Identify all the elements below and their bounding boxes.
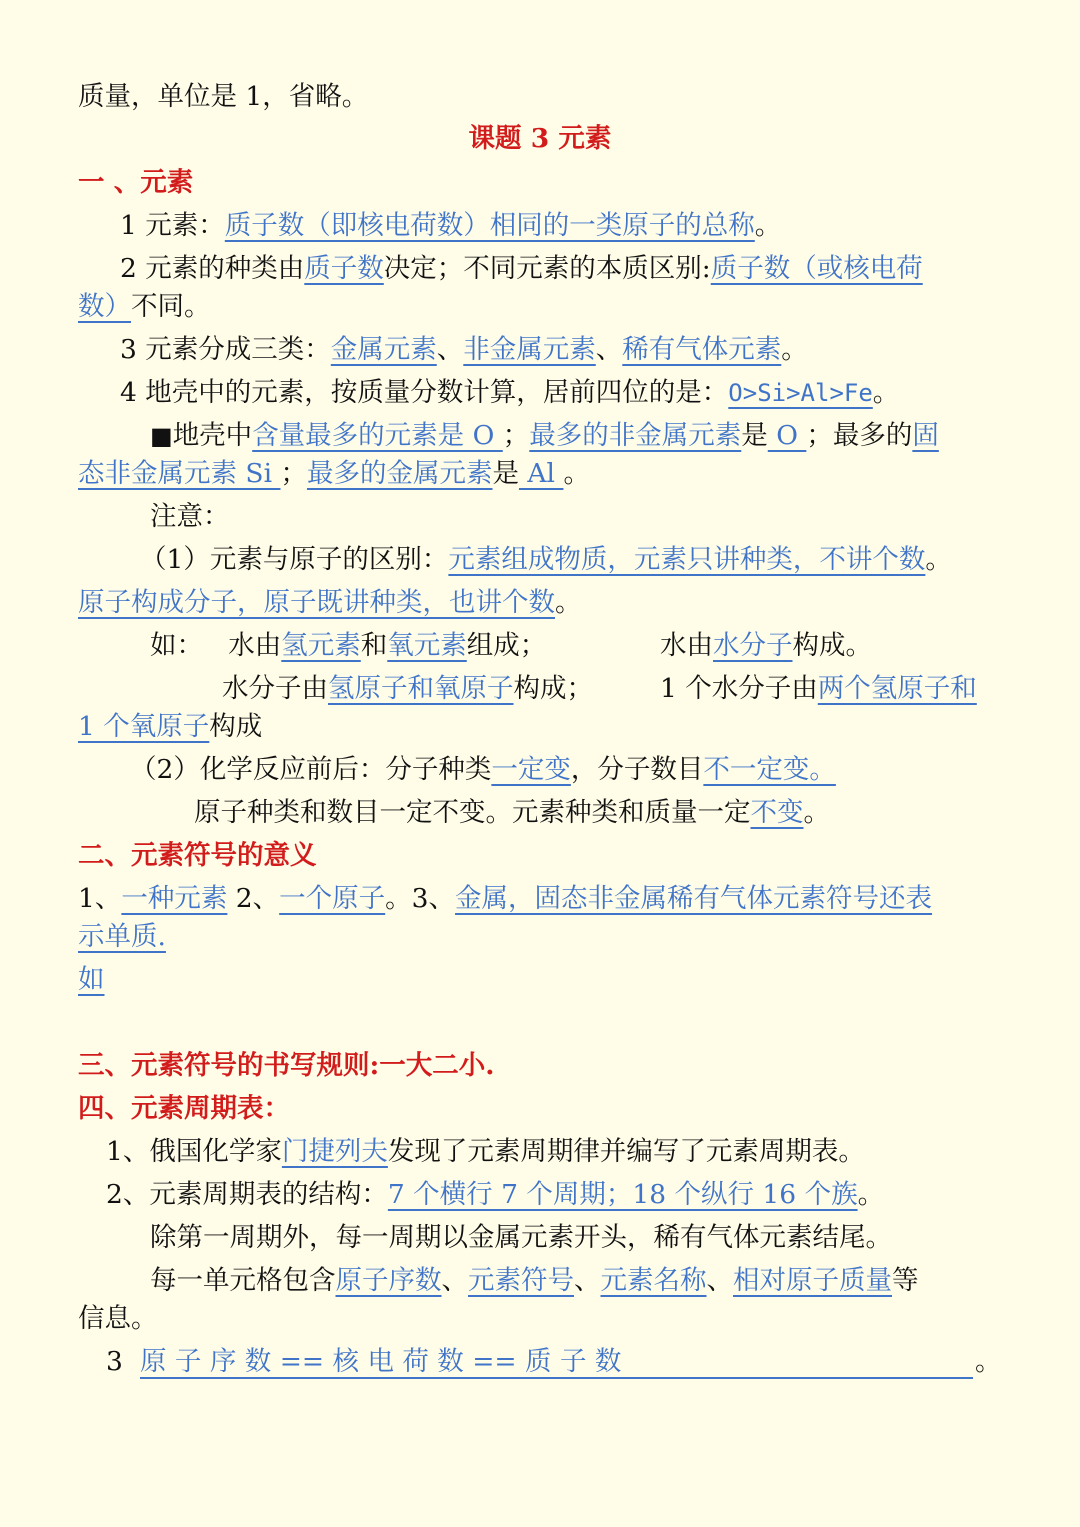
answer: 原子序数	[335, 1265, 442, 1296]
text: 质量，单位是 1，省略。	[78, 81, 369, 112]
example-2b: 1 个水分子由两个氢原子和	[660, 673, 977, 704]
table-point-2-cell: 每一单元格包含原子序数、元素符号、元素名称、相对原子质量等	[150, 1265, 919, 1296]
answer: 不一定变。	[703, 754, 836, 785]
table-point-1: 1、俄国化学家门捷列夫发现了元素周期律并编写了元素周期表。	[106, 1136, 865, 1167]
answer: 原 子 序 数 == 核 电 荷 数 == 质 子 数	[140, 1346, 622, 1377]
answer: 1 个氧原子	[78, 711, 210, 742]
table-point-2-detail: 除第一周期外，每一周期以金属元素开头，稀有气体元素结尾。	[150, 1222, 892, 1253]
point-5-cont: 态非金属元素 Si ；最多的金属元素是 Al 。	[78, 458, 590, 489]
answer: 金属，固态非金属稀有气体元素符号还表	[455, 883, 933, 914]
text-line	[78, 78, 368, 116]
answer: 质子数（或核电荷	[710, 253, 923, 284]
section-heading-2: 二、元素符号的意义	[78, 840, 317, 871]
table-point-2-cell-cont: 信息。	[78, 1303, 158, 1334]
answer: 数）	[78, 291, 131, 322]
point-5: ■地壳中含量最多的元素是 O ；最多的非金属元素是 O ；最多的固	[150, 420, 939, 451]
section-heading-4: 四、元素周期表：	[78, 1093, 290, 1124]
answer: 两个氢原子和	[817, 673, 977, 704]
answer: 非金属元素	[463, 334, 596, 365]
answer: 稀有气体元素	[622, 334, 782, 365]
point-3: 3 元素分成三类：金属元素、非金属元素、稀有气体元素。	[120, 334, 808, 365]
answer: 示单质.	[78, 921, 166, 952]
answer: Al	[518, 458, 564, 489]
symbol-example	[78, 961, 105, 999]
note-1: （1）元素与原子的区别：元素组成物质，元素只讲种类，不讲个数。	[140, 544, 952, 575]
answer: 态非金属元素 Si	[78, 458, 281, 489]
square-bullet-icon: ■	[150, 422, 173, 450]
answer: 最多的金属元素	[306, 458, 493, 489]
answer: 相对原子质量	[733, 1265, 892, 1296]
point-4: 4 地壳中的元素，按质量分数计算，居前四位的是：O>Si>Al>Fe。	[120, 377, 900, 408]
answer: 元素符号	[468, 1265, 574, 1296]
example-1a: 如： 水由氢元素和氧元素组成；	[150, 630, 547, 661]
answer: 不变	[750, 797, 804, 828]
answer: 含量最多的元素是 O	[252, 420, 503, 451]
answer: 一定变	[491, 754, 571, 785]
point-2: 2 元素的种类由质子数决定；不同元素的本质区别:质子数（或核电荷	[120, 253, 923, 284]
table-point-3-end: 。	[975, 1346, 1002, 1377]
table-point-3-answer	[140, 1343, 973, 1379]
answer: 如	[78, 964, 105, 995]
lesson-title: 课题 3 元素	[468, 123, 612, 154]
symbol-meaning: 1、一种元素 2、一个原子。3、金属，固态非金属稀有气体元素符号还表	[78, 883, 933, 914]
answer: 最多的非金属元素	[529, 420, 742, 451]
answer: 氧元素	[387, 630, 467, 661]
section-heading-1: 一 、元素	[78, 167, 194, 198]
answer: O	[767, 420, 807, 451]
note-2-cont: 原子种类和数目一定不变。元素种类和质量一定不变。	[194, 797, 830, 828]
answer: 金属元素	[330, 334, 437, 365]
table-point-3: 3	[106, 1346, 123, 1377]
answer: 固	[912, 420, 939, 451]
answer: 元素组成物质，元素只讲种类，不讲个数	[448, 544, 926, 575]
note-label: 注意：	[150, 501, 230, 532]
example-2-cont: 1 个氧原子构成	[78, 711, 263, 742]
answer: 水分子	[713, 630, 793, 661]
answer: O>Si>Al>Fe	[728, 379, 873, 407]
answer: 门捷列夫	[281, 1136, 388, 1167]
answer: 氢原子和氧原子	[328, 673, 514, 704]
point-1: 1 元素：质子数（即核电荷数）相同的一类原子的总称。	[120, 210, 782, 241]
answer: 7 个横行 7 个周期；18 个纵行 16 个族	[387, 1179, 858, 1210]
example-2a: 水分子由氢原子和氧原子构成；	[222, 673, 593, 704]
answer: 一种元素	[121, 883, 228, 914]
answer: 原子构成分子，原子既讲种类，也讲个数	[78, 587, 555, 618]
answer: 一个原子	[279, 883, 386, 914]
note-1-cont: 原子构成分子，原子既讲种类，也讲个数。	[78, 587, 582, 618]
answer: 氢元素	[281, 630, 361, 661]
point-2-cont: 数）不同。	[78, 291, 211, 322]
answer: 质子数	[304, 253, 384, 284]
symbol-meaning-cont	[78, 918, 166, 956]
answer: 元素名称	[600, 1265, 707, 1296]
section-heading-3: 三、元素符号的书写规则:一大二小.	[78, 1050, 495, 1081]
note-2: （2）化学反应前后：分子种类一定变，分子数目不一定变。	[130, 754, 836, 785]
answer: 质子数（即核电荷数）相同的一类原子的总称	[224, 210, 755, 241]
example-1b: 水由水分子构成。	[660, 630, 872, 661]
table-point-2: 2、元素周期表的结构：7 个横行 7 个周期；18 个纵行 16 个族。	[106, 1179, 885, 1210]
